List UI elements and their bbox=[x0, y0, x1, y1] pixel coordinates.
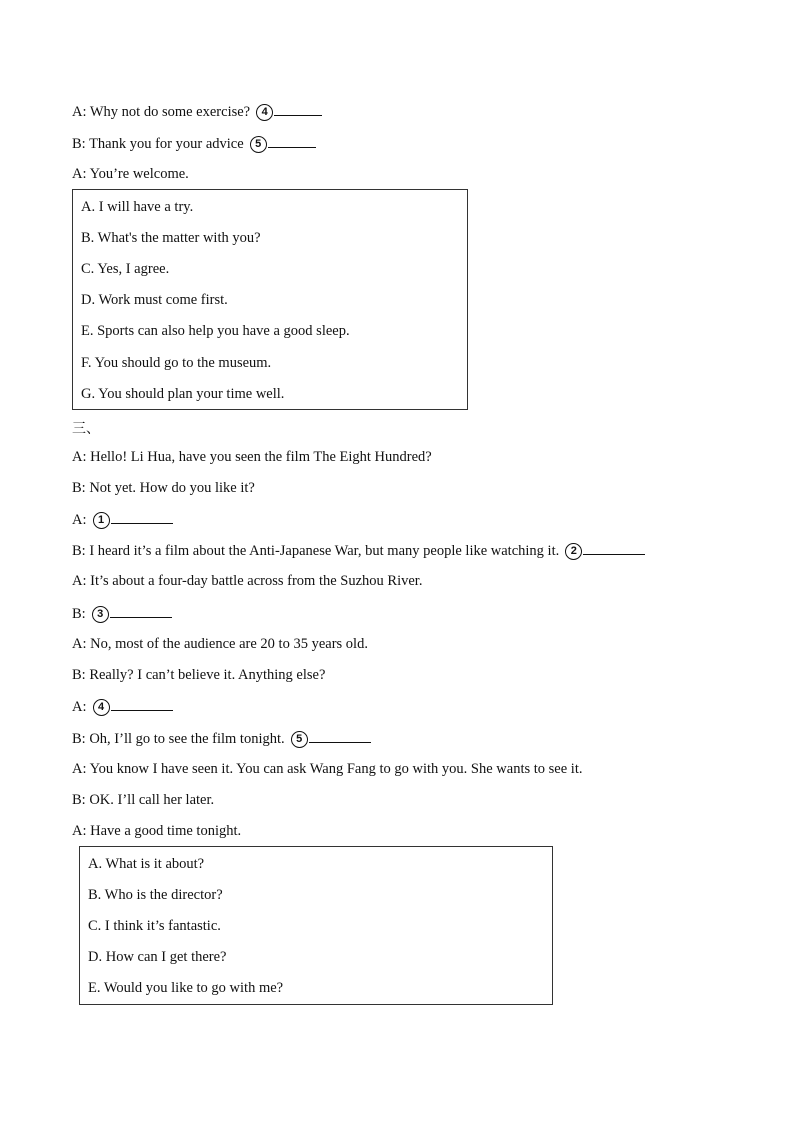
dialogue-line: A: Hello! Li Hua, have you seen the film The Eight Hundred? bbox=[72, 449, 432, 465]
option-b: B. What's the matter with you? bbox=[81, 230, 261, 246]
answer-blank[interactable] bbox=[309, 730, 371, 743]
options-box-part3 bbox=[79, 846, 553, 1005]
dialogue-line: B: Thank you for your advice 5 bbox=[72, 135, 316, 153]
option-a: A. What is it about? bbox=[88, 856, 205, 872]
blank-number-5: 5 bbox=[291, 731, 308, 748]
option-e: E. Sports can also help you have a good sleep. bbox=[81, 323, 350, 339]
dialogue-line: A: Have a good time tonight. bbox=[72, 823, 242, 839]
dialogue-line: A: You’re welcome. bbox=[72, 166, 189, 182]
option-a: A. I will have a try. bbox=[81, 199, 194, 215]
blank-number-1: 1 bbox=[93, 512, 110, 529]
dialogue-line: B: OK. I’ll call her later. bbox=[72, 792, 215, 808]
answer-blank[interactable] bbox=[111, 698, 173, 711]
dialogue-line: A: You know I have seen it. You can ask Wang Fang to go with you. She wants to see it. bbox=[72, 761, 583, 777]
blank-number-4: 4 bbox=[256, 104, 273, 121]
dialogue-line: A: Why not do some exercise? 4 bbox=[72, 103, 322, 121]
dialogue-line: B: 3 bbox=[72, 605, 172, 623]
answer-blank[interactable] bbox=[583, 542, 645, 555]
answer-blank[interactable] bbox=[111, 511, 173, 524]
dialogue-line: A: 4 bbox=[72, 698, 173, 716]
option-b: B. Who is the director? bbox=[88, 887, 223, 903]
dialogue-line: B: Not yet. How do you like it? bbox=[72, 480, 255, 496]
answer-blank[interactable] bbox=[110, 605, 172, 618]
dialogue-line: B: Oh, I’ll go to see the film tonight. 5 bbox=[72, 730, 371, 748]
dialogue-line: A: It’s about a four-day battle across from the Suzhou River. bbox=[72, 573, 423, 589]
blank-number-4: 4 bbox=[93, 699, 110, 716]
option-d: D. Work must come first. bbox=[81, 292, 228, 308]
option-c: C. I think it’s fantastic. bbox=[88, 918, 221, 934]
answer-blank[interactable] bbox=[268, 135, 316, 148]
option-e: E. Would you like to go with me? bbox=[88, 980, 284, 996]
dialogue-line: B: I heard it’s a film about the Anti-Japanese War, but many people like watching it. 2 bbox=[72, 542, 645, 560]
options-box-prev bbox=[72, 189, 468, 410]
dialogue-line: A: No, most of the audience are 20 to 35 years old. bbox=[72, 636, 368, 652]
blank-number-5: 5 bbox=[250, 136, 267, 153]
option-c: C. Yes, I agree. bbox=[81, 261, 170, 277]
option-d: D. How can I get there? bbox=[88, 949, 227, 965]
dialogue-line: A: 1 bbox=[72, 511, 173, 529]
section-heading: 三、 bbox=[72, 421, 100, 437]
option-f: F. You should go to the museum. bbox=[81, 355, 272, 371]
blank-number-2: 2 bbox=[565, 543, 582, 560]
option-g: G. You should plan your time well. bbox=[81, 386, 285, 402]
blank-number-3: 3 bbox=[92, 606, 109, 623]
answer-blank[interactable] bbox=[274, 103, 322, 116]
dialogue-line: B: Really? I can’t believe it. Anything else? bbox=[72, 667, 326, 683]
